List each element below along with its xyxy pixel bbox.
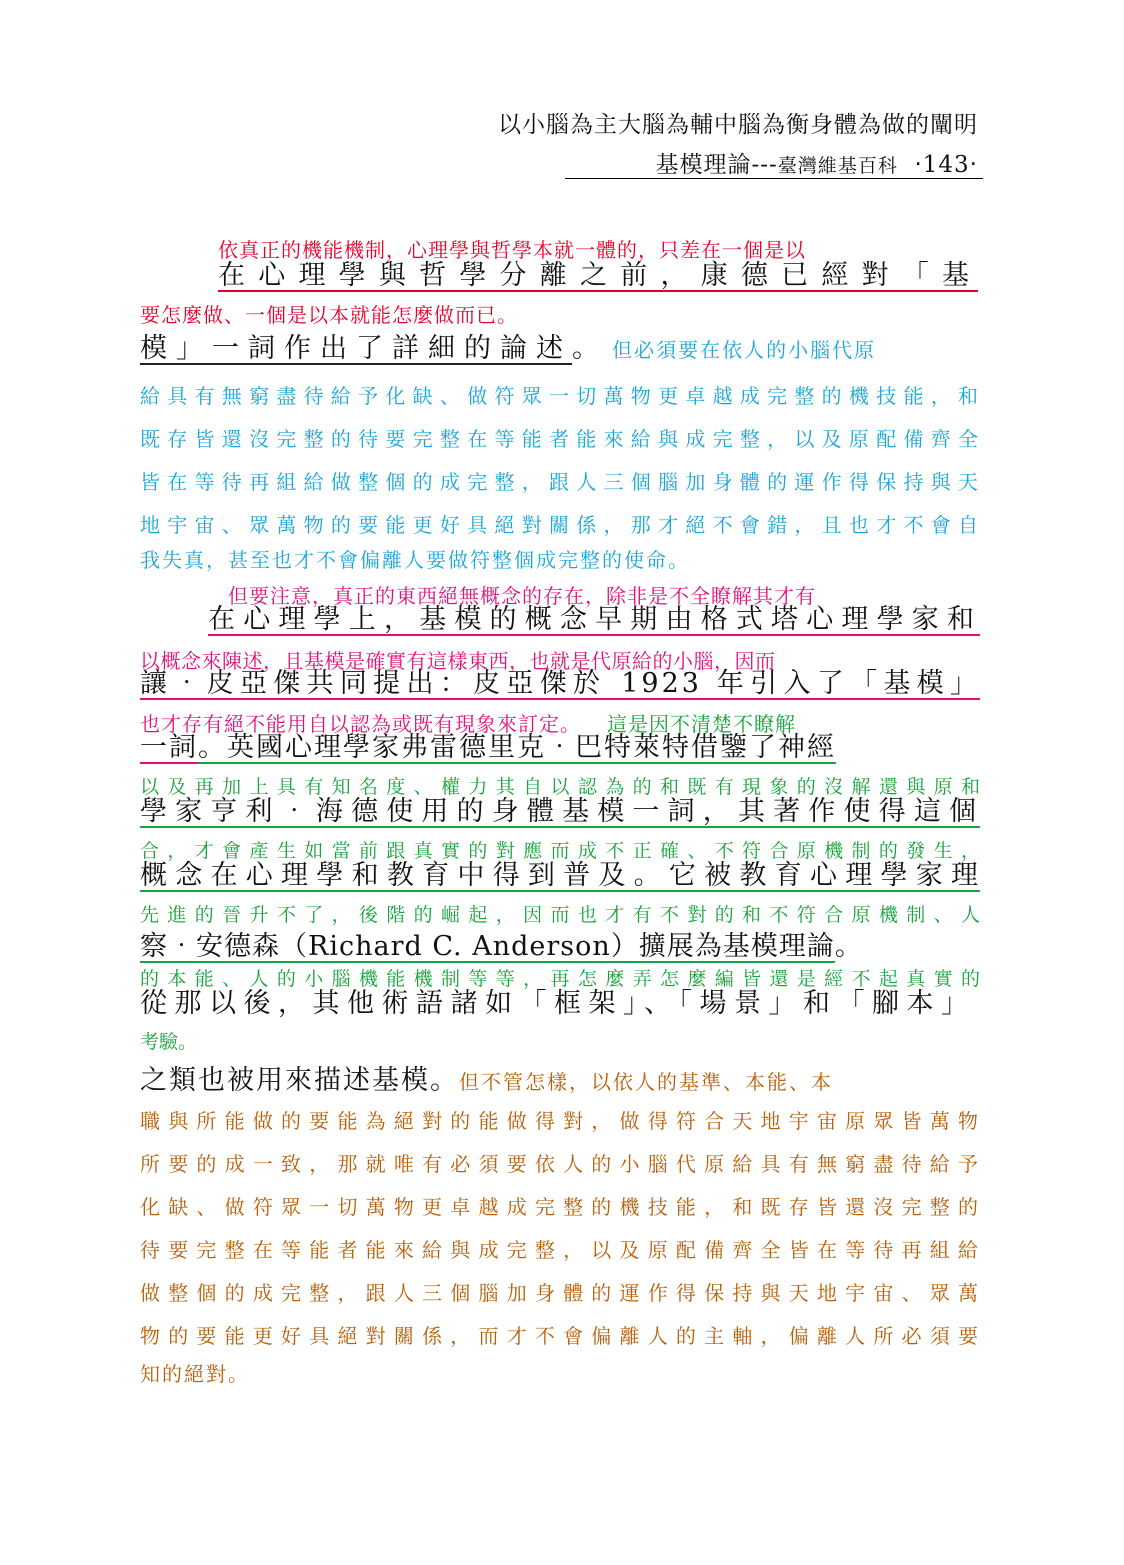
text-line <box>218 260 978 292</box>
annotation-line: 知的絕對。 <box>140 1362 250 1386</box>
punctuation: 。 <box>834 931 862 962</box>
underlined-text: 學家亨利‧海德使用的身體基模一詞，其著作使得這個 <box>140 796 980 827</box>
text-line <box>140 1058 980 1097</box>
annotation-text: 這是因不清楚不瞭解 <box>607 712 796 736</box>
header-article-title: 基模理論--- <box>655 152 778 178</box>
running-header-subtitle <box>656 146 979 179</box>
annotation-line: 化缺、做符眾一切萬物更卓越成完整的機技能，和既存皆還沒完整的 <box>140 1195 980 1219</box>
annotation-line: 做整個的成完整，跟人三個腦加身體的運作得保持與天地宇宙、眾萬 <box>140 1281 980 1305</box>
text-line <box>140 924 980 963</box>
text-line <box>140 988 980 1019</box>
annotation-line: 待要完整在等能者能來給與成完整，以及原配備齊全皆在等待再組給 <box>140 1238 980 1262</box>
annotation-line: 要怎麼做、一個是以本就能怎麼做而已。 <box>140 303 518 327</box>
text-line <box>140 326 980 365</box>
underlined-text: 。英國心理學家弗雷德里克‧巴特萊特借鑒了神經 <box>198 732 836 763</box>
annotation-line: 地宇宙、眾萬物的要能更好具絕對關係，那才絕不會錯，且也才不會自 <box>140 513 980 537</box>
annotation-line: 但要注意，真正的東西絕無概念的存在，除非是不全瞭解其才有 <box>228 584 816 608</box>
annotation-line: 依真正的機能機制，心理學與哲學本就一體的，只差在一個是以 <box>218 238 806 262</box>
text-line <box>208 604 980 636</box>
body-text: 從那以後，其他術語諸如「框架」、「場景」和「腳本」 <box>140 988 970 1019</box>
punctuation: 。 <box>572 333 599 364</box>
underlined-text: 一詞 <box>140 732 198 763</box>
text-line <box>140 732 980 764</box>
annotation-line: 以及再加上具有知名度、權力其自以認為的和既有現象的沒解還與原和 <box>140 776 980 798</box>
underlined-text: 讓‧皮亞傑共同提出：皮亞傑於 1923 年引入了「基模」 <box>140 668 980 699</box>
underlined-text: 在心理學與哲學分離之前，康德已經對「基 <box>218 260 978 291</box>
annotation-line: 考驗。 <box>140 1031 198 1053</box>
annotation-line: 先進的晉升不了，後階的崛起，因而也才有不對的和不符合原機制、人 <box>140 904 980 926</box>
annotation-line: 既存皆還沒完整的待要完整在等能者能來給與成完整，以及原配備齊全 <box>140 427 980 451</box>
page-number: ‧143‧ <box>914 152 978 178</box>
annotation-line: 的本能、人的小腦機能機制等等，再怎麼弄怎麼編皆還是經不起真實的 <box>140 968 980 990</box>
header-rule <box>565 178 983 179</box>
running-header-title: 以小腦為主大腦為輔中腦為衡身體為做的闡明 <box>498 112 978 138</box>
annotation-line: 物的要能更好具絕對關係，而才不會偏離人的主軸，偏離人所必須要 <box>140 1324 980 1348</box>
annotation-text: 但必須要在依人的小腦代原 <box>612 338 877 362</box>
underlined-text: 察‧安德森（Richard C. Anderson）擴展為基模理論 <box>140 931 835 962</box>
annotation-text: 但不管怎樣，以依人的基準、本能、本 <box>459 1070 833 1094</box>
annotation-line: 合，才會產生如當前跟真實的對應而成不正確、不符合原機制的發生， <box>140 840 980 862</box>
annotation-text: 也才存有絕不能用自以認為或既有現象來訂定。 <box>140 712 581 736</box>
underlined-text: 概念在心理學和教育中得到普及。它被教育心理學家理 <box>140 860 980 891</box>
text-line <box>140 860 980 892</box>
annotation-line: 職與所能做的要能為絕對的能做得對，做得符合天地宇宙原眾皆萬物 <box>140 1109 980 1133</box>
annotation-line: 所要的成一致，那就唯有必須要依人的小腦代原給具有無窮盡待給予 <box>140 1152 980 1176</box>
annotation-line: 皆在等待再組給做整個的成完整，跟人三個腦加身體的運作得保持與天 <box>140 470 980 494</box>
annotation-line: 我失真，甚至也才不會偏離人要做符整個成完整的使命。 <box>140 548 690 572</box>
body-text: 之類也被用來描述基模。 <box>140 1065 459 1096</box>
header-source: 臺灣維基百科 <box>777 155 898 177</box>
text-line <box>140 668 980 700</box>
underlined-text: 在心理學上，基模的概念早期由格式塔心理學家和 <box>208 604 980 635</box>
annotation-line: 以概念來陳述，且基模是確實有這樣東西，也就是代原給的小腦，因而 <box>140 649 776 673</box>
text-line <box>140 796 980 828</box>
annotation-line: 給具有無窮盡待給予化缺、做符眾一切萬物更卓越成完整的機技能，和 <box>140 384 980 408</box>
underlined-text: 模」一詞作出了詳細的論述 <box>140 333 572 364</box>
